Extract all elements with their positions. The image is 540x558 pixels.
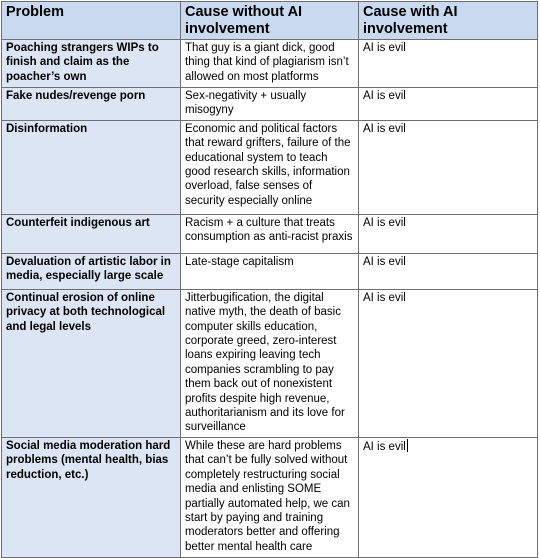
text-cursor bbox=[407, 439, 408, 452]
problem-cell[interactable]: Continual erosion of online privacy at both technological and legal levels bbox=[2, 289, 181, 437]
cause-without-ai-cell[interactable]: That guy is a giant dick, good thing that kind of plagiarism isn’t allowed on most platforms bbox=[181, 40, 359, 88]
problem-cell[interactable]: Counterfeit indigenous art bbox=[2, 214, 181, 253]
table-row bbox=[2, 253, 538, 289]
problem-cell[interactable]: Social media moderation hard problems (mental health, bias reduction, etc.) bbox=[2, 437, 181, 557]
cause-without-ai-cell[interactable]: Economic and political factors that reward grifters, failure of the educational system to teach good research skills, information overload, false senses of security especially online bbox=[181, 120, 359, 214]
cause-without-ai-cell[interactable]: While these are hard problems that can’t be fully solved without completely restructuring social media and enlisting SOME partially automated help, we can start by paying and training moderators better and offering better mental health care bbox=[181, 437, 359, 557]
cause-with-ai-cell[interactable]: AI is evil bbox=[359, 120, 538, 214]
cause-with-ai-cell[interactable]: AI is evil bbox=[359, 214, 538, 253]
table-row bbox=[2, 289, 538, 437]
cause-with-ai-cell[interactable]: AI is evil bbox=[359, 289, 538, 437]
cause-with-ai-cell[interactable] bbox=[359, 437, 538, 557]
table-row bbox=[2, 120, 538, 214]
problem-cell[interactable]: Poaching strangers WIPs to finish and claim as the poacher’s own bbox=[2, 40, 181, 88]
problem-cell[interactable]: Disinformation bbox=[2, 120, 181, 214]
cause-with-ai-cell[interactable]: AI is evil bbox=[359, 253, 538, 289]
cause-without-ai-cell[interactable]: Sex-negativity + usually misogyny bbox=[181, 88, 359, 121]
table-row bbox=[2, 214, 538, 253]
header-cause-without-ai: Cause without AI involvement bbox=[181, 2, 359, 40]
cause-with-ai-cell[interactable]: AI is evil bbox=[359, 88, 538, 121]
problem-cell[interactable]: Devaluation of artistic labor in media, especially large scale bbox=[2, 253, 181, 289]
cause-without-ai-cell[interactable]: Jitterbugification, the digital native myth, the death of basic computer skills education, corporate greed, zero-interest loans expiring leaving tech companies scrambling to pay them back out of nonexistent profits despite high revenue, authoritarianism and its love for surveillance bbox=[181, 289, 359, 437]
cell-text: AI is evil bbox=[363, 440, 406, 453]
problem-cell[interactable]: Fake nudes/revenge porn bbox=[2, 88, 181, 121]
cause-with-ai-cell[interactable]: AI is evil bbox=[359, 40, 538, 88]
cause-without-ai-cell[interactable]: Racism + a culture that treats consumption as anti-racist praxis bbox=[181, 214, 359, 253]
table-row bbox=[2, 40, 538, 88]
cause-without-ai-cell[interactable]: Late-stage capitalism bbox=[181, 253, 359, 289]
comparison-table bbox=[1, 1, 538, 558]
header-cause-with-ai: Cause with AI involvement bbox=[359, 2, 538, 40]
table-row bbox=[2, 437, 538, 557]
header-row bbox=[2, 2, 538, 40]
table-row bbox=[2, 88, 538, 121]
header-problem: Problem bbox=[2, 2, 181, 40]
